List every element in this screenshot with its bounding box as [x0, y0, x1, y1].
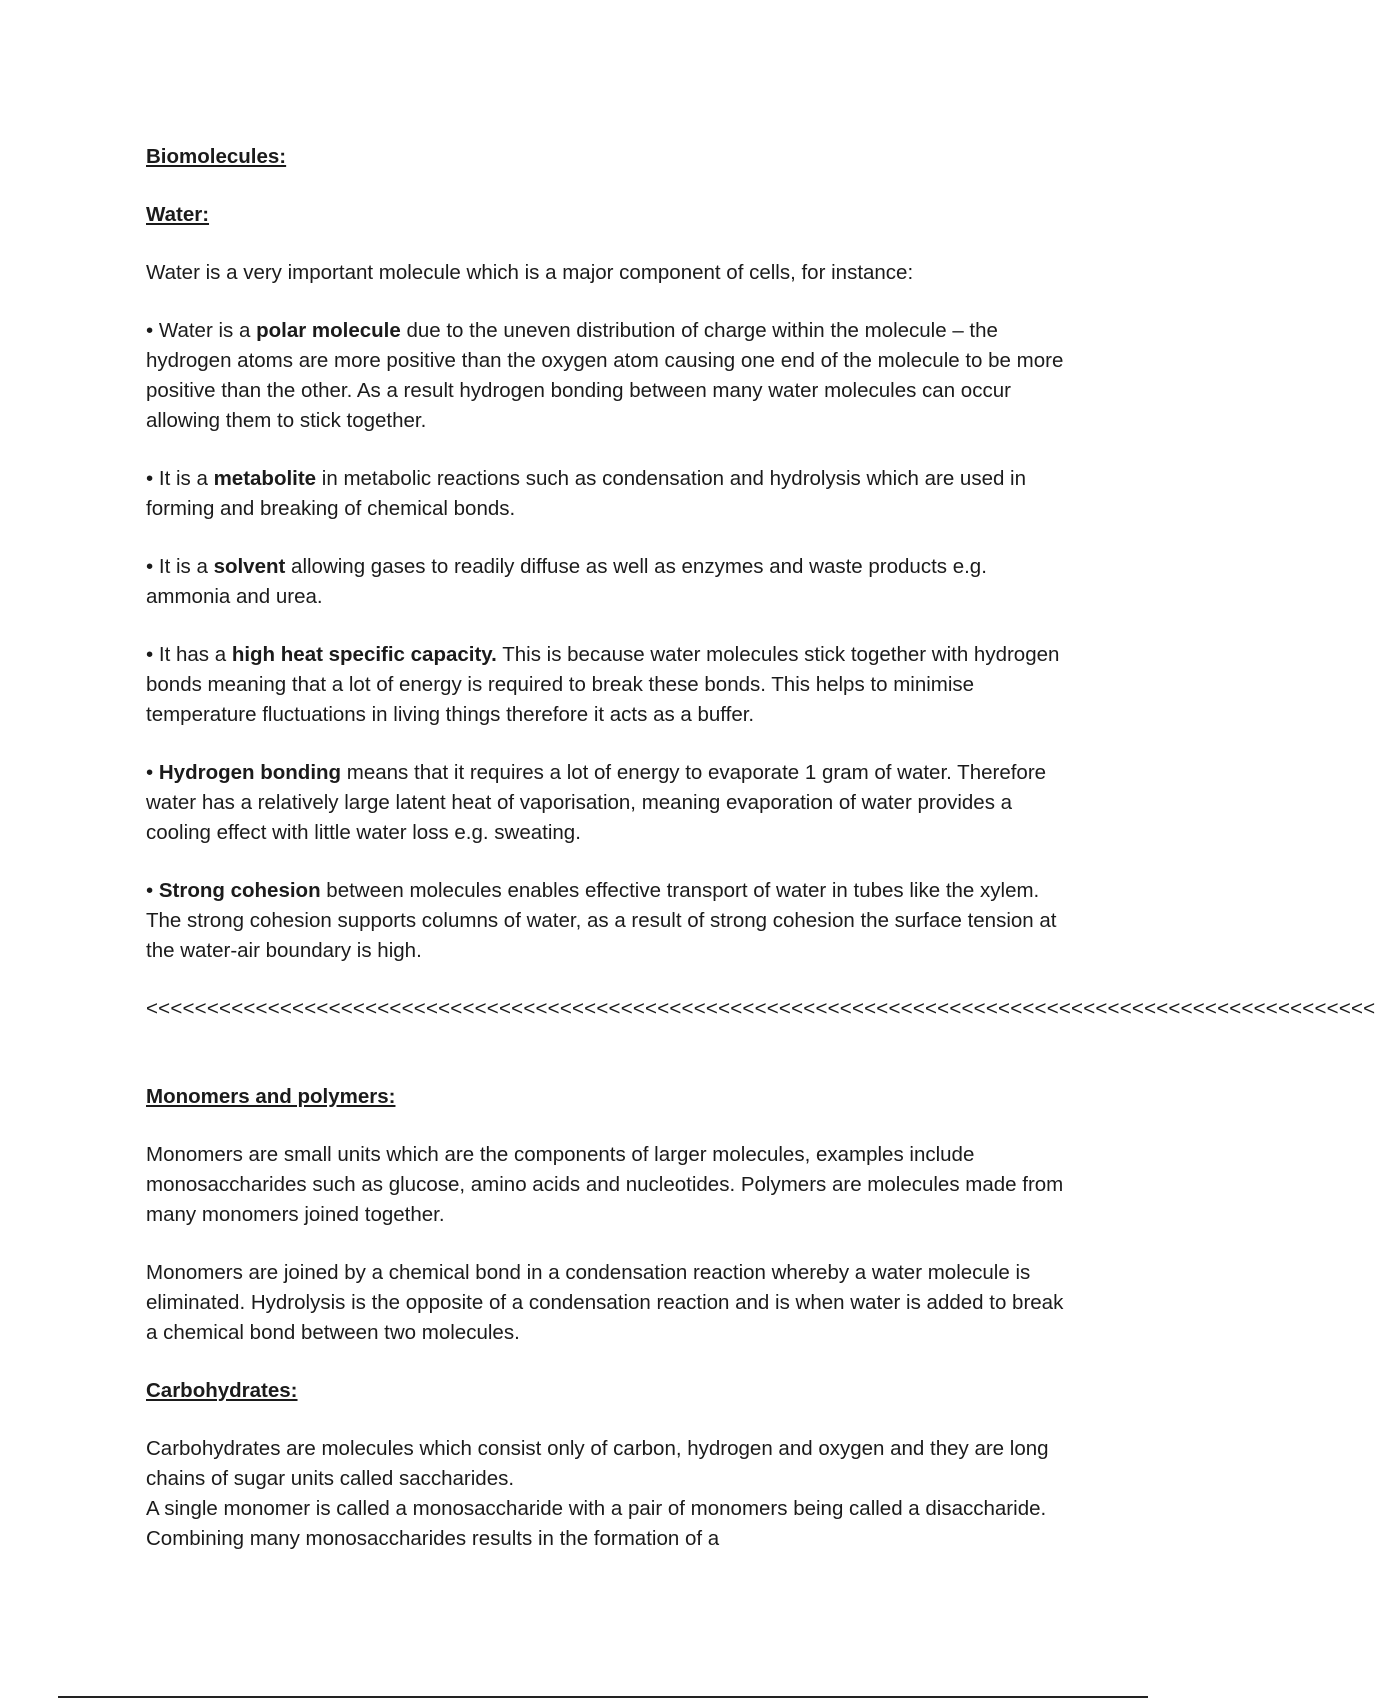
water-bullet-solvent: • It is a solvent allowing gases to readily diffuse as well as enzymes and waste products e.g. ammonia and urea. [146, 555, 987, 608]
footer-rule [58, 1696, 1148, 1698]
water-bullet-heat-capacity: • It has a high heat specific capacity. This is because water molecules stick together with hydrogen bonds meaning that a lot of energy is required to break these bonds. This helps to minimise temperature fluctuations in living things therefore it acts as a buffer. [146, 643, 1060, 726]
document-title: Biomolecules: [146, 145, 287, 168]
monomers-heading: Monomers and polymers: [146, 1085, 396, 1108]
water-bullet-metabolite: • It is a metabolite in metabolic reactions such as condensation and hydrolysis which are used in forming and breaking of chemical bonds. [146, 467, 1027, 520]
water-bullet-cohesion: • Strong cohesion between molecules enables effective transport of water in tubes like the xylem. The strong cohesion supports columns of water, as a result of strong cohesion the surface tension at the water-air boundary is high. [146, 879, 1057, 962]
carbohydrates-paragraph-2: A single monomer is called a monosaccharide with a pair of monomers being called a disaccharide. Combining many monosaccharides results in the formation of a [146, 1497, 1047, 1550]
monomers-paragraph-1: Monomers are small units which are the components of larger molecules, examples include monosaccharides such as glucose, amino acids and nucleotides. Polymers are molecules made from many monomers joined together. [146, 1143, 1064, 1226]
water-bullet-hydrogen-bonding: • Hydrogen bonding means that it requires a lot of energy to evaporate 1 gram of water. Therefore water has a relatively large latent heat of vaporisation, meaning evaporation of water provides a cooling effect with little water loss e.g. sweating. [146, 761, 1047, 844]
monomers-paragraph-2: Monomers are joined by a chemical bond in a condensation reaction whereby a water molecule is eliminated. Hydrolysis is the opposite of a condensation reaction and is when water is added to break a chemical bond between two molecules. [146, 1261, 1064, 1344]
carbohydrates-paragraph-1: Carbohydrates are molecules which consist only of carbon, hydrogen and oxygen and they are long chains of sugar units called saccharides. [146, 1437, 1049, 1490]
water-heading: Water: [146, 203, 210, 226]
water-bullet-polar: • Water is a polar molecule due to the uneven distribution of charge within the molecule – the hydrogen atoms are more positive than the oxygen atom causing one end of the molecule to be more positive than the other. As a result hydrogen bonding between many water molecules can occur allowing them to stick together. [146, 319, 1064, 432]
water-intro: Water is a very important molecule which is a major component of cells, for instance: [146, 261, 914, 284]
document-page [146, 142, 1375, 1582]
carbohydrates-heading: Carbohydrates: [146, 1379, 298, 1402]
section-divider: <<<<<<<<<<<<<<<<<<<<<<<<<<<<<<<<<<<<<<<<<<<<<<<<<<<<<<<<<<<<<<<<<<<<<<<<<<<<<<<<<<<<<<<<<<<<<<<<<<<<< [146, 997, 1375, 1020]
